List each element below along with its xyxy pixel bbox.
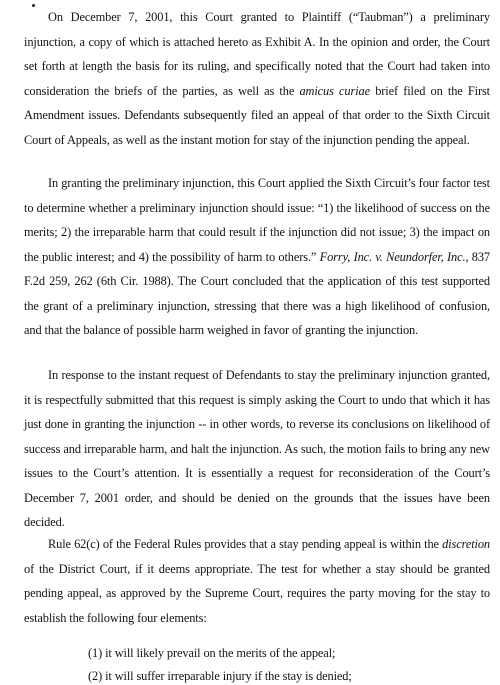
paragraph-2-italic-case: Forry, Inc. v. Neundorfer, Inc.	[319, 249, 466, 264]
paragraph-1-text-b: brief filed on the First Amendment issues. Defendants subsequently filed an appeal of that order to the Sixth Circuit Court of Appeals, as well as the instant motion for stay of the injunction pending the appeal.	[24, 83, 491, 147]
paragraph-2-text-b: , 837 F.2d 259, 262 (6th Cir. 1988). The Court concluded that the application of this test supported the grant of a preliminary injunction, stressing that there was a high likelihood of confusion, and that the balance of possible harm weighed in favor of granting the injunction.	[24, 249, 490, 337]
paragraph-3-text: In response to the instant request of Defendants to stay the preliminary injunction granted, it is respectfully submitted that this request is simply asking the Court to undo that which it has just done in granting the injunction -- in other words, to reverse its conclusions on likelihood of success and irreparable harm, and halt the injunction. As such, the motion fails to bring any new issues to the Court’s attention. It is essentially a request for reconsideration of the Court’s December 7, 2001 order, and should be denied on the grounds that the issues have been decided.	[24, 368, 490, 529]
paragraph-1	[24, 5, 490, 152]
paragraph-4-text-b: of the District Court, if it deems appropriate. The test for whether a stay should be granted pending appeal, as approved by the Supreme Court, requires the party moving for the stay to establish the following four elements:	[24, 561, 490, 625]
list-item: (2) it will suffer irreparable injury if the stay is denied;	[88, 669, 352, 683]
paragraph-1-italic-amicus: amicus curiae	[299, 83, 370, 98]
paragraph-2-text-a: In granting the preliminary injunction, this Court applied the Sixth Circuit’s four factor test to determine whether a preliminary injunction should issue: “1) the likelihood of success on the merits; 2) the irreparable harm that could result if the injunction did not issue; 3) the impact on the public interest; and 4) the possibility of harm to others.”	[24, 176, 490, 264]
paragraph-4-italic-discretion: discretion	[442, 537, 490, 551]
paragraph-1-text-a: On December 7, 2001, this Court granted to Plaintiff (“Taubman”) a preliminary injunction, a copy of which is attached hereto as Exhibit A. In the opinion and order, the Court set forth at length the basis for its ruling, and specifically noted that the Court had taken into consideration the briefs of the parties, as well as the	[24, 10, 490, 98]
paragraph-2	[24, 171, 490, 343]
paragraph-4	[24, 532, 490, 630]
list-item: (1) it will likely prevail on the merits of the appeal;	[88, 646, 336, 660]
paragraph-4-text-a: Rule 62(c) of the Federal Rules provides that a stay pending appeal is within the	[48, 537, 443, 551]
paragraph-3	[24, 363, 490, 535]
